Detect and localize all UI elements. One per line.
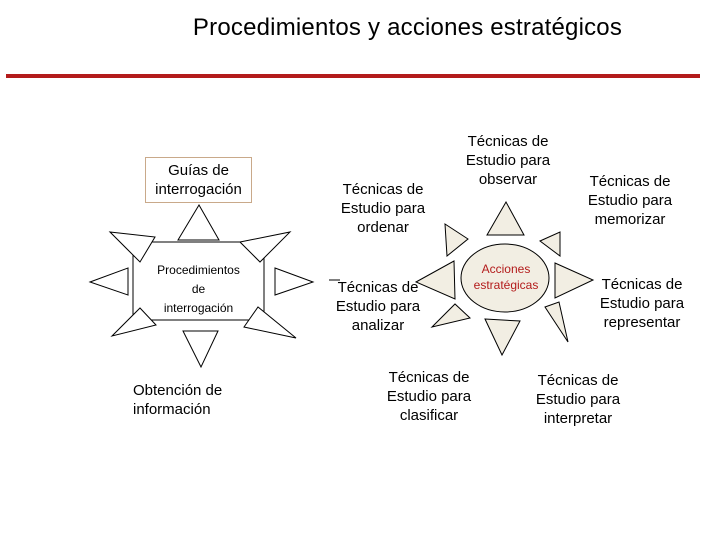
right-ray-top-right [540, 232, 560, 256]
tecnicas-observar-label: Técnicas de Estudio para observar [465, 133, 551, 188]
left-ray-bottom [183, 331, 218, 367]
procedimientos-de-interrogacion-label: Procedimientos de interrogación [157, 263, 240, 315]
tecnicas-memorizar-label: Técnicas de Estudio para memorizar [587, 173, 673, 228]
left-ray-right [275, 268, 313, 295]
right-ray-top [487, 202, 524, 235]
right-ray-bottom [485, 319, 520, 355]
left-ray-top [178, 205, 219, 240]
tecnicas-interpretar-label: Técnicas de Estudio para interpretar [535, 372, 621, 427]
obtencion-de-informacion-label: Obtención de información [133, 382, 223, 418]
tecnicas-representar-label: Técnicas de Estudio para representar [599, 276, 685, 331]
page-title: Procedimientos y acciones estratégicos [192, 14, 623, 41]
guias-de-interrogacion-box [145, 157, 252, 203]
tecnicas-clasificar-label: Técnicas de Estudio para clasificar [386, 369, 472, 424]
guias-de-interrogacion-label: Guías de interrogación [155, 162, 242, 198]
acciones-estrategicas-label: Acciones estratégicas [473, 262, 539, 292]
right-ray-bottom-right [545, 302, 568, 342]
right-ray-top-left [445, 224, 468, 256]
left-ray-left [90, 268, 128, 295]
tecnicas-ordenar-label: Técnicas de Estudio para ordenar [340, 181, 426, 236]
tecnicas-analizar-label: Técnicas de Estudio para analizar [335, 279, 421, 334]
